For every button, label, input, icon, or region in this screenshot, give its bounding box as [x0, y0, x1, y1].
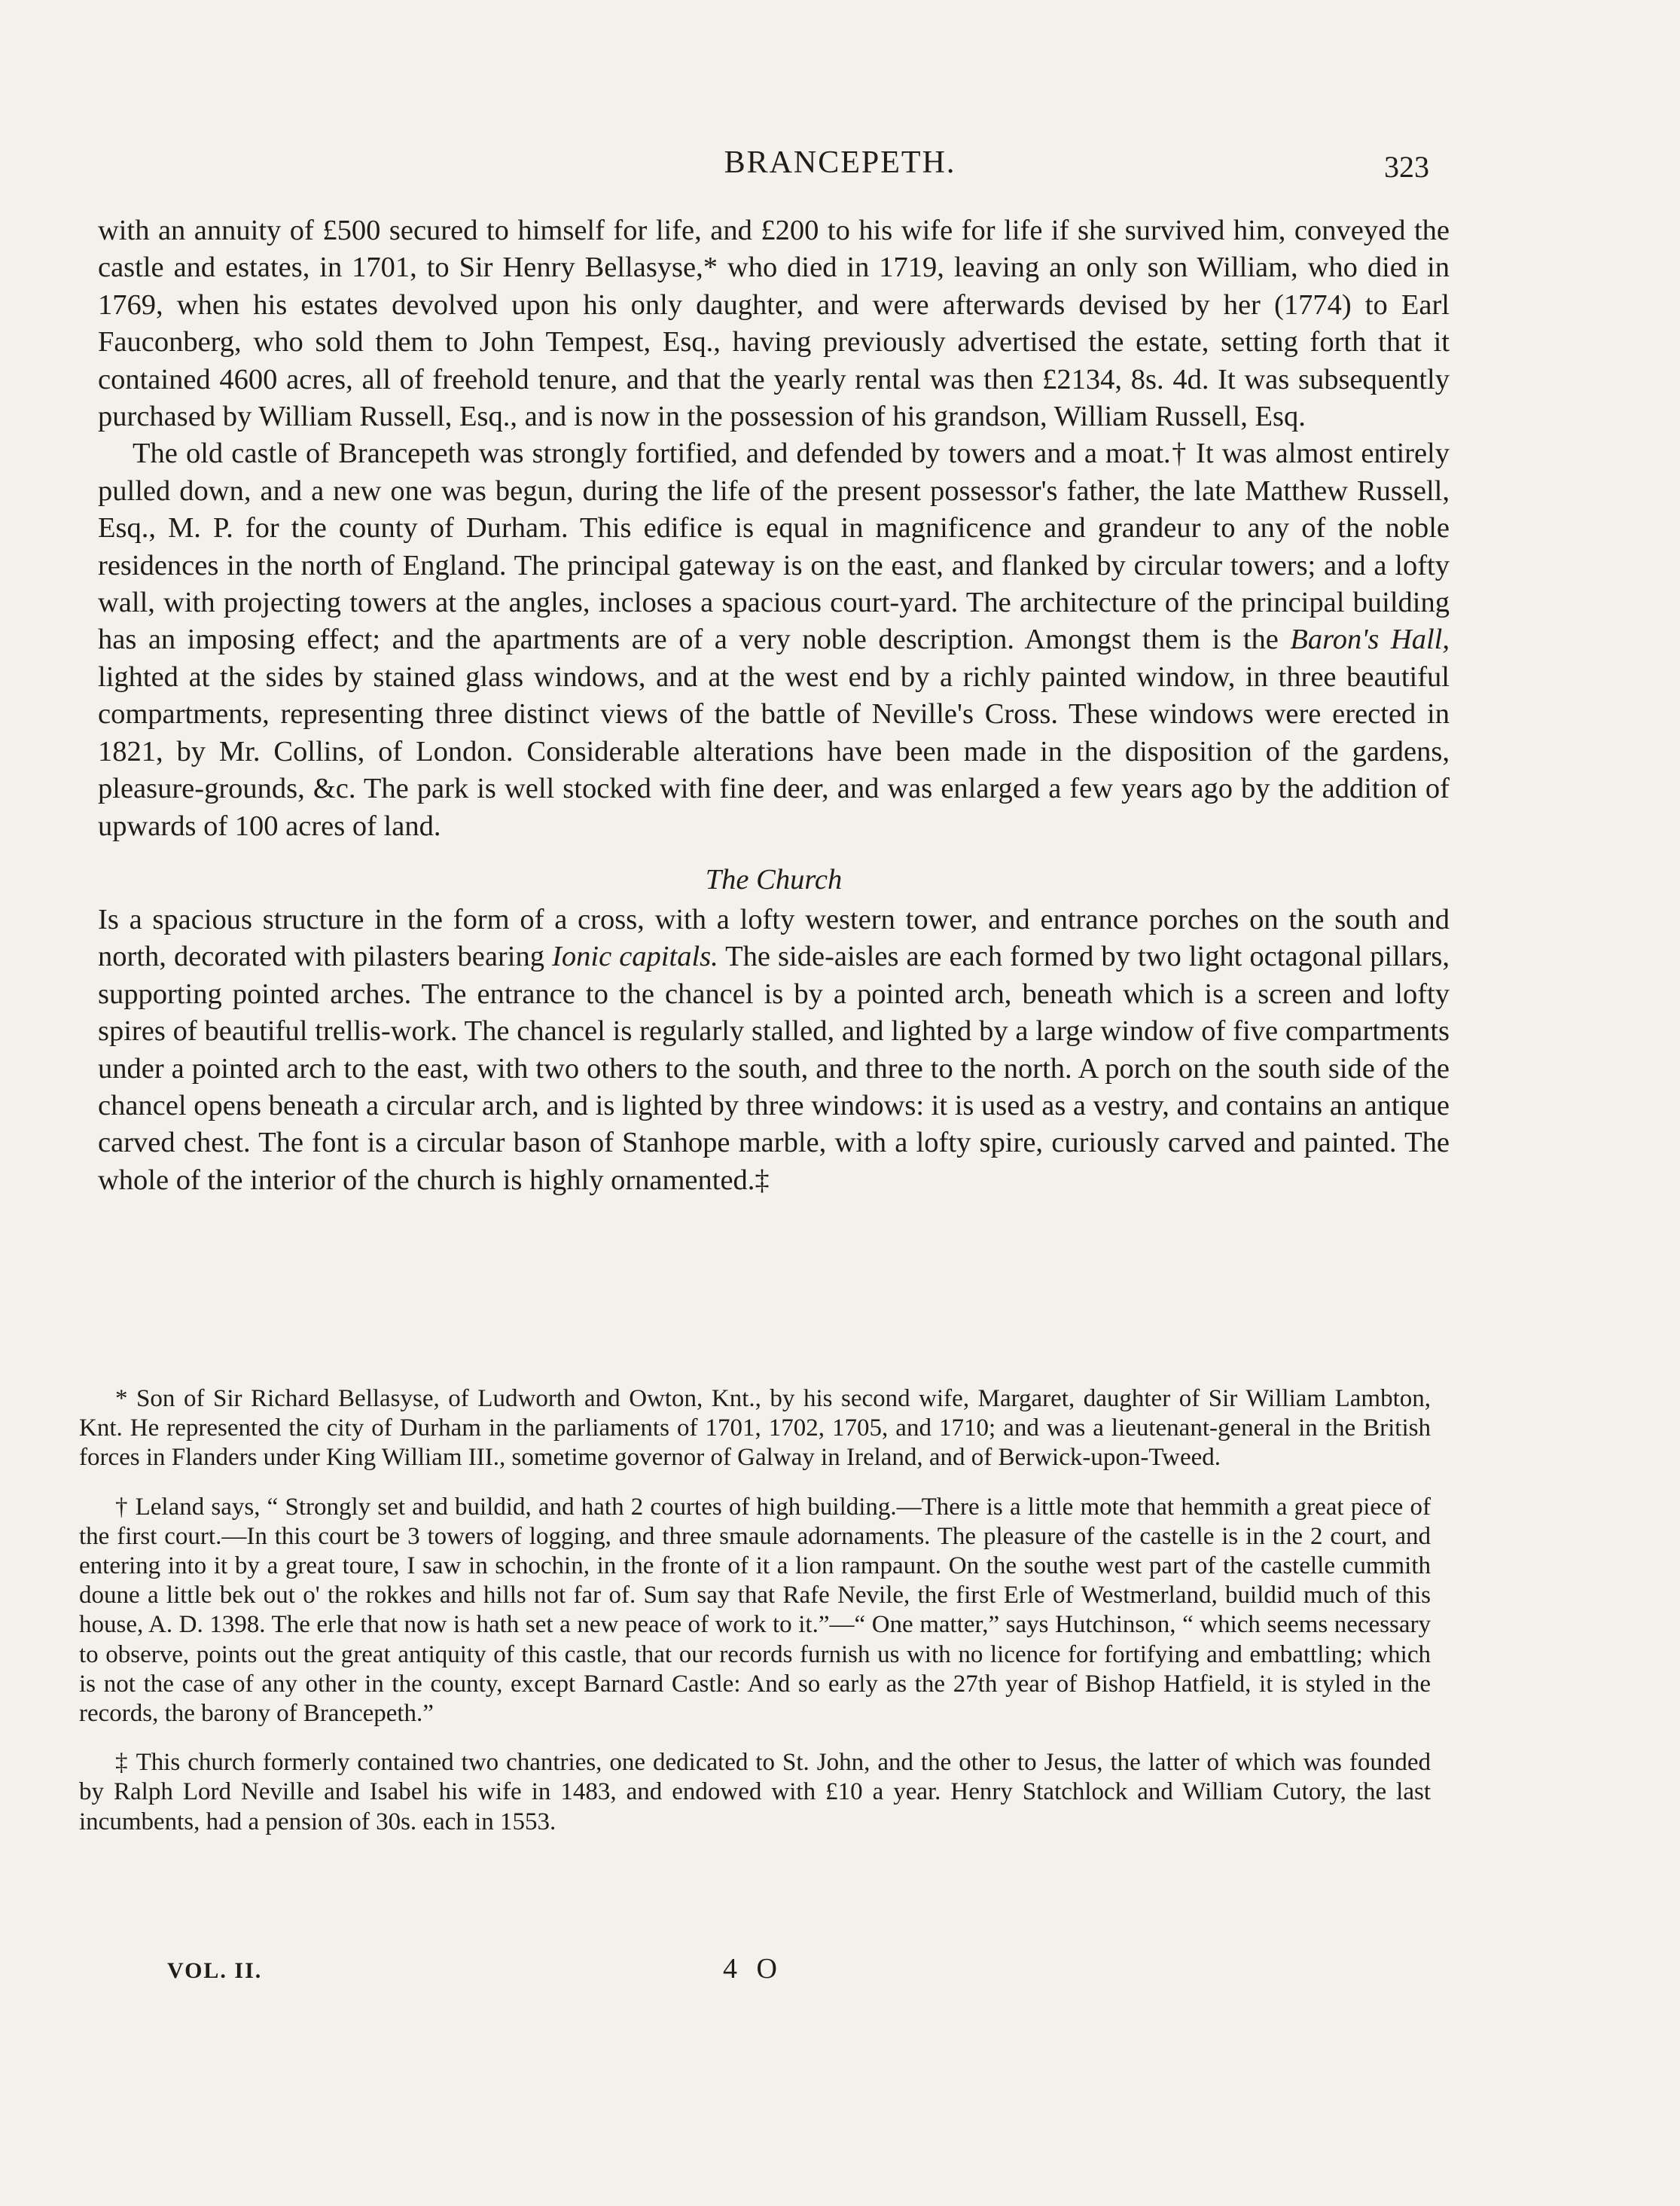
barons-hall-emphasis: Baron's Hall,	[1290, 624, 1450, 656]
page-number: 323	[1384, 150, 1429, 184]
ionic-capitals-emphasis: Ionic capitals.	[552, 941, 718, 973]
paragraph-church	[98, 902, 1450, 1199]
paragraph-church-text-2: The side-aisles are each formed by two light octagonal pillars, supporting pointed arches. The entrance to the chancel is by a pointed arch, beneath which is a screen and lofty spires of beautiful trellis-work. The chancel is regularly stalled, and lighted by a large window of five compartments under a pointed arch to the east, with two others to the south, and three to the north. A porch on the south side of the chancel opens beneath a circular arch, and is lighted by three windows: it is used as a vestry, and contains an antique carved chest. The font is a circular bason of Stanhope marble, with a lofty spire, curiously carved and painted. The whole of the interior of the church is highly ornamented.‡	[98, 941, 1450, 1196]
paragraph-church-text-1: Is a spacious structure in the form of a cross, with a lofty western tower, and entrance porches on the south and north, decorated with pilasters bearing	[98, 903, 1450, 973]
signature-mark: 4 O	[723, 1953, 783, 1985]
paragraph-castle-text-1: The old castle of Brancepeth was strongly fortified, and defended by towers and a moat.† It was almost entirely pulled down, and a new one was begun, during the life of the present possessor's father, the late Matthew Russell, Esq., M. P. for the county of Durham. This edifice is equal in magnificence and grandeur to any of the noble residences in the north of England. The principal gateway is on the east, and flanked by circular towers; and a lofty wall, with projecting towers at the angles, incloses a spacious court-yard. The architecture of the principal building has an imposing effect; and the apartments are of a very noble description. Amongst them is the	[98, 438, 1450, 656]
running-head-title: BRANCEPETH.	[724, 145, 956, 180]
footnotes	[79, 1384, 1431, 1857]
paragraph-estate-history: with an annuity of £500 secured to himself for life, and £200 to his wife for life if she survived him, conveyed the castle and estates, in 1701, to Sir Henry Bellasyse,* who died in 1719, leaving an only son William, who died in 1769, when his estates devolved upon his only daughter, and were afterwards devised by her (1774) to Earl Fauconberg, who sold them to John Tempest, Esq., having previously advertised the estate, setting forth that it contained 4600 acres, all of freehold tenure, and that the yearly rental was then £2134, 8s. 4d. It was subsequently purchased by William Russell, Esq., and is now in the possession of his grandson, William Russell, Esq.	[98, 215, 1450, 433]
footnote-dagger: † Leland says, “ Strongly set and buildid, and hath 2 courtes of high building.—There is a little mote that hemmith a great piece of the first court.—In this court be 3 towers of logging, and three smaule adornaments. The pleasure of the castelle is in the 2 court, and entering into it by a great toure, I saw in schochin, in the fronte of it a lion rampaunt. On the southe west part of the castelle cummith doune a little bek out o' the rokkes and hills not far of. Sum say that Rafe Nevile, the first Erle of Westmerland, buildid much of this house, A. D. 1398. The erle that now is hath set a new peace of work to it.”—“ One matter,” says Hutchinson, “ which seems necessary to observe, points out the great antiquity of this castle, that our records furnish us with no licence for fortifying and embattling; which is not the case of any other in the county, except Barnard Castle: And so early as the 27th year of Bishop Hatfield, it is styled in the records, the barony of Brancepeth.”	[79, 1493, 1431, 1728]
footnote-star: * Son of Sir Richard Bellasyse, of Ludworth and Owton, Knt., by his second wife, Margaret, daughter of Sir William Lambton, Knt. He represented the city of Durham in the parliaments of 1701, 1702, 1705, and 1710; and was a lieutenant-general in the British forces in Flanders under King William III., sometime governor of Galway in Ireland, and of Berwick-upon-Tweed.	[79, 1385, 1431, 1472]
paragraph-castle-text-2: lighted at the sides by stained glass windows, and at the west end by a richly painted window, in three beautiful compartments, representing three distinct views of the battle of Neville's Cross. These windows were erected in 1821, by Mr. Collins, of London. Considerable alterations have been made in the disposition of the gardens, pleasure-grounds, &c. The park is well stocked with fine deer, and was enlarged a few years ago by the addition of upwards of 100 acres of land.	[98, 661, 1450, 842]
section-heading-church: The Church	[705, 863, 843, 896]
main-text	[98, 212, 1450, 1199]
volume-label: VOL. II.	[167, 1958, 263, 1983]
paragraph-castle	[98, 435, 1450, 844]
footnote-double-dagger: ‡ This church formerly contained two chantries, one dedicated to St. John, and the other to Jesus, the latter of which was founded by Ralph Lord Neville and Isabel his wife in 1483, and endowed with £10 a year. Henry Statchlock and William Cutory, the last incumbents, had a pension of 30s. each in 1553.	[79, 1749, 1431, 1835]
